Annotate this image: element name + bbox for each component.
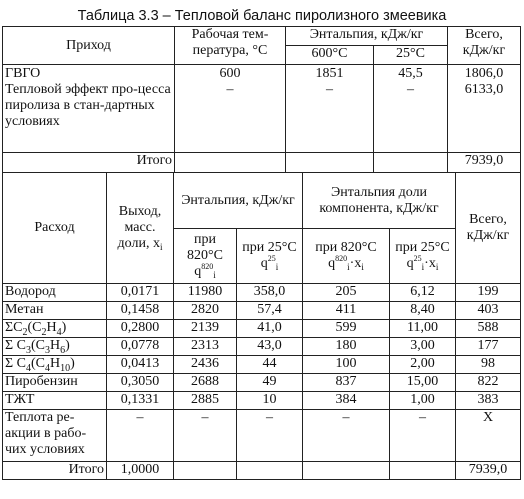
expense-total-label: Итого (3, 462, 107, 480)
income-row-total: 6133,0 (464, 82, 504, 97)
expense-header-yield (107, 173, 174, 284)
expense-row-q820: 2885 (174, 392, 237, 410)
income-header-25: 25°С (374, 46, 448, 65)
expense-row-x: 0,0171 (107, 284, 174, 302)
expense-row-q25: 57,4 (237, 302, 303, 320)
expense-header-q25 (237, 229, 303, 284)
expense-header-yield-text: Выход, масс. доли, x (117, 204, 162, 251)
expense-header-enthalpy: Энтальпия, кДж/кг (174, 173, 303, 229)
expense-row-qx25: – (390, 410, 456, 462)
expense-row-q25: 43,0 (237, 338, 303, 356)
expense-header-q25-sym: $q^{25}_i$ (260, 254, 279, 272)
income-h600-cell (286, 65, 374, 153)
table-row (3, 320, 521, 338)
income-row-temp: 600 (219, 66, 241, 81)
expense-header-q25-text: при 25°С (242, 240, 297, 255)
expense-row-qx25: 8,40 (390, 302, 456, 320)
income-row-h25: – (407, 82, 414, 97)
expense-row-x: 0,0413 (107, 356, 174, 374)
expense-header-qx820 (303, 229, 390, 284)
expense-row-q25: 41,0 (237, 320, 303, 338)
expense-header-fraction: Энтальпия доли компонента, кДж/кг (303, 173, 456, 229)
expense-row-name: Σ $С_3(С_3Н_6)$ (3, 338, 107, 356)
expense-row-q25: – (237, 410, 303, 462)
expense-row-name: $\Sigma С_2(С_2Н_4)$ (3, 320, 107, 338)
expense-row-q820: 2436 (174, 356, 237, 374)
expense-row-q820: 2820 (174, 302, 237, 320)
expense-row-total: Х (456, 410, 521, 462)
income-total-value: 7939,0 (448, 153, 521, 173)
income-row-h600: – (326, 82, 333, 97)
expense-row-qx25: 3,00 (390, 338, 456, 356)
table-row (3, 284, 521, 302)
expense-row-qx25: 2,00 (390, 356, 456, 374)
table-row (3, 302, 521, 320)
expense-header-q820-text: при 820°С (187, 232, 223, 263)
expense-row-x: 0,1458 (107, 302, 174, 320)
income-row-h600: 1851 (315, 66, 344, 81)
expense-row-q820: 2688 (174, 374, 237, 392)
expense-row-total: 383 (456, 392, 521, 410)
expense-row-name: ТЖТ (3, 392, 107, 410)
expense-row-name: Теплота ре-акции в рабо-чих условиях (3, 410, 107, 462)
expense-header-qx820-text: при 820°С (315, 240, 377, 255)
table-row (3, 392, 521, 410)
table-row (3, 374, 521, 392)
expense-row-q25: 10 (237, 392, 303, 410)
expense-row-q820: 2139 (174, 320, 237, 338)
expense-header-qx25 (390, 229, 456, 284)
expense-row-qx25: 6,12 (390, 284, 456, 302)
income-total-cell (448, 65, 521, 153)
expense-row-total: 98 (456, 356, 521, 374)
expense-row-name: Σ $С_4(С_4Н_{10})$ (3, 356, 107, 374)
expense-row-x: 0,3050 (107, 374, 174, 392)
income-h25-cell (374, 65, 448, 153)
income-row-temp: – (226, 82, 234, 97)
expense-row-qx820: 100 (303, 356, 390, 374)
expense-row-x: 0,1331 (107, 392, 174, 410)
expense-row-total: 822 (456, 374, 521, 392)
expense-row-total: 588 (456, 320, 521, 338)
income-row-name: ГВГО (5, 66, 41, 81)
income-header-600: 600°С (286, 46, 374, 65)
expense-row-qx820: 205 (303, 284, 390, 302)
expense-row-qx25: 11,00 (390, 320, 456, 338)
expense-row-x: 0,2800 (107, 320, 174, 338)
expense-header-qx25-sym: $q^{25}_i\cdot x_i$ (406, 254, 439, 272)
income-header-name: Приход (3, 27, 175, 65)
income-table (2, 26, 521, 173)
table-row (3, 338, 521, 356)
expense-row-total: 177 (456, 338, 521, 356)
expense-row-qx820: 384 (303, 392, 390, 410)
expense-row-total: 403 (456, 302, 521, 320)
expense-row-q25: 44 (237, 356, 303, 374)
expense-row-total: 199 (456, 284, 521, 302)
expense-row-qx820: 411 (303, 302, 390, 320)
expense-row-q820: – (174, 410, 237, 462)
income-row-h25: 45,5 (398, 66, 423, 81)
expense-header-qx820-sym: $q^{820}_i\cdot x_i$ (328, 254, 364, 272)
expense-row-qx25: 15,00 (390, 374, 456, 392)
income-header-total: Всего, кДж/кг (448, 27, 521, 65)
expense-total-x: 1,0000 (107, 462, 174, 480)
income-total-label: Итого (3, 153, 175, 173)
expense-table (2, 172, 521, 480)
expense-row-name: Пиробензин (3, 374, 107, 392)
expense-row-qx820: – (303, 410, 390, 462)
expense-row-name: Водород (3, 284, 107, 302)
expense-row-q820: 11980 (174, 284, 237, 302)
expense-row-name: Метан (3, 302, 107, 320)
table-row (3, 356, 521, 374)
expense-row-q25: 49 (237, 374, 303, 392)
expense-row-qx820: 837 (303, 374, 390, 392)
expense-header-q820-sym: $q^{820}_i$ (194, 262, 216, 280)
income-row-total: 1806,0 (464, 66, 504, 81)
expense-row-qx25: 1,00 (390, 392, 456, 410)
expense-row-qx820: 599 (303, 320, 390, 338)
expense-total-value: 7939,0 (456, 462, 521, 480)
table-caption: Таблица 3.3 – Тепловой баланс пиролизного змеевика (77, 8, 447, 24)
expense-row-q25: 358,0 (237, 284, 303, 302)
income-names-cell (3, 65, 175, 153)
expense-row-x: – (107, 410, 174, 462)
expense-row-x: 0,0778 (107, 338, 174, 356)
expense-header-q820 (174, 229, 237, 284)
table-row (3, 410, 521, 462)
expense-row-q820: 2313 (174, 338, 237, 356)
expense-header-qx25-text: при 25°С (395, 240, 450, 255)
expense-header-yield-sub: i (159, 242, 163, 252)
income-temp-cell (175, 65, 286, 153)
expense-row-qx820: 180 (303, 338, 390, 356)
expense-header-total: Всего, кДж/кг (456, 173, 521, 284)
expense-header-name: Расход (3, 173, 107, 284)
income-header-enthalpy: Энтальпия, кДж/кг (286, 27, 448, 46)
income-header-temp: Рабочая тем-пература, °С (175, 27, 286, 65)
income-row-name: Тепловой эффект про-цесса пиролиза в стан-дартных условиях (5, 82, 171, 129)
